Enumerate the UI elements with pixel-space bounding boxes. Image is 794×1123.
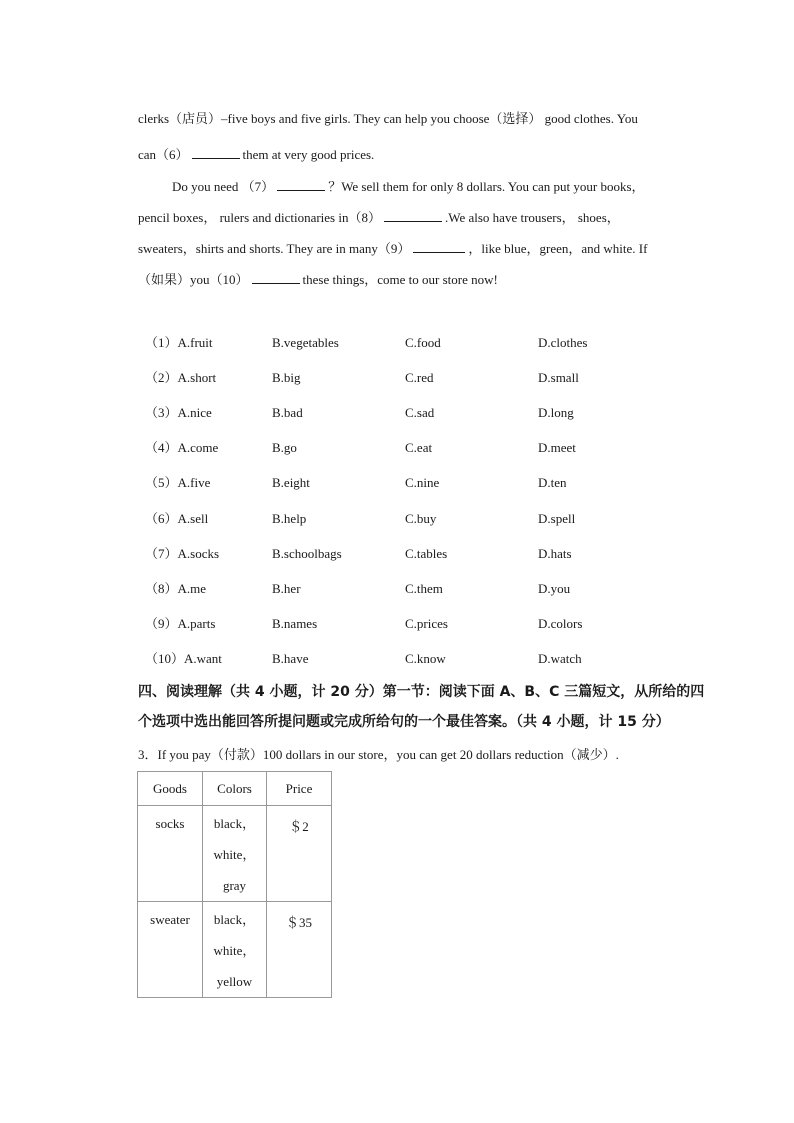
option-a[interactable]: （1）A.fruit	[145, 335, 213, 350]
price-value: ＄35	[285, 915, 312, 930]
option-d[interactable]: D.hats	[538, 546, 572, 561]
answer-blank-10[interactable]	[252, 270, 300, 284]
passage-text: sweaters，shirts and shorts. They are in many（9）	[138, 241, 411, 256]
option-b[interactable]: B.names	[272, 616, 318, 631]
option-c[interactable]: C.buy	[405, 511, 437, 526]
passage-text: ？We sell them for only 8 dollars. You can put your books，	[328, 179, 645, 194]
passage-line-2	[138, 145, 374, 164]
answer-blank-7[interactable]	[277, 177, 325, 191]
option-c[interactable]: C.prices	[405, 616, 448, 631]
option-d[interactable]: D.long	[538, 405, 574, 420]
option-c[interactable]: C.sad	[405, 405, 435, 420]
table-header: Price	[267, 772, 332, 806]
option-b[interactable]: B.eight	[272, 475, 310, 490]
table-header: Goods	[138, 772, 203, 806]
price-cell	[267, 806, 332, 902]
price-value: ＄2	[289, 819, 309, 834]
option-d[interactable]: D.you	[538, 581, 571, 596]
color-value: yellow	[216, 974, 253, 989]
option-b[interactable]: B.have	[272, 651, 309, 666]
passage-line-4	[138, 208, 620, 227]
option-a[interactable]: （4）A.come	[145, 440, 219, 455]
option-b[interactable]: B.bad	[272, 405, 303, 420]
colors-cell	[203, 806, 267, 902]
option-d[interactable]: D.meet	[538, 440, 576, 455]
option-a[interactable]: （5）A.five	[145, 475, 211, 490]
passage-text: （如果）you（10）	[138, 272, 249, 287]
passage-text: ，like blue，green，and white. If	[468, 241, 648, 256]
option-c[interactable]: C.them	[405, 581, 443, 596]
option-b[interactable]: B.go	[272, 440, 297, 455]
answer-blank-9[interactable]	[413, 239, 465, 253]
answer-blank-8[interactable]	[384, 208, 442, 222]
option-b[interactable]: B.her	[272, 581, 301, 596]
option-c[interactable]: C.nine	[405, 475, 440, 490]
option-d[interactable]: D.clothes	[538, 335, 588, 350]
option-a[interactable]: （8）A.me	[145, 581, 207, 596]
passage-text: .We also have trousers， shoes，	[444, 210, 620, 225]
option-a[interactable]: （6）A.sell	[145, 511, 209, 526]
option-a[interactable]: （2）A.short	[145, 370, 217, 385]
goods-name: socks	[155, 816, 185, 831]
passage-text: them at very good prices.	[242, 147, 375, 162]
passage-text: can（6）	[138, 147, 189, 162]
option-c[interactable]: C.eat	[405, 440, 433, 455]
table-header-row	[138, 772, 332, 806]
answer-blank-6[interactable]	[192, 145, 240, 159]
option-d[interactable]: D.ten	[538, 475, 567, 490]
goods-name: sweater	[150, 912, 190, 927]
option-d[interactable]: D.watch	[538, 651, 582, 666]
option-c[interactable]: C.tables	[405, 546, 448, 561]
price-cell	[267, 902, 332, 998]
goods-cell	[138, 902, 203, 998]
option-d[interactable]: D.colors	[538, 616, 583, 631]
option-d[interactable]: D.spell	[538, 511, 576, 526]
passage-line-6	[138, 270, 498, 289]
section-heading-line-1: 四、阅读理解（共 4 小题，计 20 分）第一节：阅读下面 A、B、C 三篇短文，从所给的四	[138, 684, 705, 700]
option-b[interactable]: B.help	[272, 511, 307, 526]
table-header: Colors	[203, 772, 267, 806]
option-b[interactable]: B.big	[272, 370, 301, 385]
option-c[interactable]: C.know	[405, 651, 446, 666]
passage-text: pencil boxes， rulers and dictionaries in（8）	[138, 210, 381, 225]
colors-cell	[203, 902, 267, 998]
color-value: white，	[213, 847, 256, 862]
option-a[interactable]: （7）A.socks	[145, 546, 220, 561]
color-value: black，	[213, 912, 256, 927]
table-row	[138, 902, 332, 998]
color-value: white，	[213, 943, 256, 958]
table-row	[138, 806, 332, 902]
option-d[interactable]: D.small	[538, 370, 579, 385]
section-heading-line-2: 个选项中选出能回答所提问题或完成所给句的一个最佳答案。（共 4 小题，计 15 分）	[138, 714, 670, 730]
question-3: 3．If you pay（付款）100 dollars in our store，you can get 20 dollars reduction（减少）.	[138, 747, 619, 762]
option-b[interactable]: B.schoolbags	[272, 546, 342, 561]
passage-line-3	[172, 177, 645, 196]
option-a[interactable]: （3）A.nice	[145, 405, 212, 420]
option-b[interactable]: B.vegetables	[272, 335, 339, 350]
color-value: black，	[213, 816, 256, 831]
passage-text: Do you need （7）	[172, 179, 275, 194]
goods-cell	[138, 806, 203, 902]
color-value: gray	[222, 878, 247, 893]
passage-line-5	[138, 239, 647, 258]
option-a[interactable]: （9）A.parts	[145, 616, 216, 631]
goods-table	[137, 771, 332, 998]
passage-text: these things，come to our store now!	[302, 272, 498, 287]
option-c[interactable]: C.food	[405, 335, 441, 350]
option-a[interactable]: （10）A.want	[145, 651, 222, 666]
option-c[interactable]: C.red	[405, 370, 434, 385]
passage-line-1: clerks（店员）–five boys and five girls. They can help you choose（选择） good clothes. You	[138, 111, 638, 126]
